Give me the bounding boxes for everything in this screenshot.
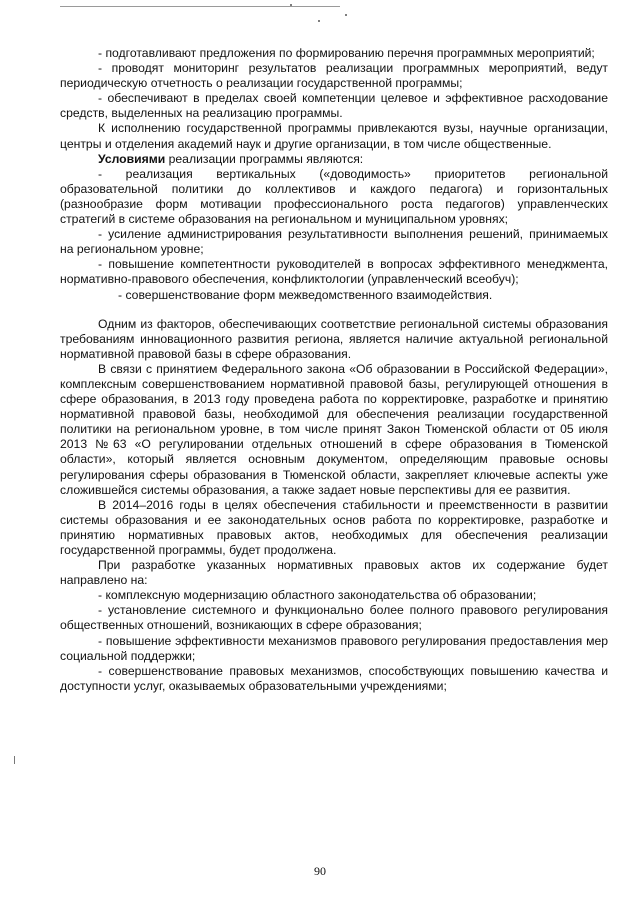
paragraph-9: Одним из факторов, обеспечивающих соответствие региональной системы образования требованиям инновационного развития региона, является наличие актуальной региональной нормативной правовой базы в сфере образования.: [60, 316, 608, 361]
paragraph-14: - установление системного и функционально более полного правового регулирования общественных отношений, возникающих в сфере образования;: [60, 603, 608, 633]
paragraph-1: - проводят мониторинг результатов реализации программных мероприятий, ведут периодическую отчетность о реализации государственной программы;: [60, 61, 608, 91]
conditions-text: реализации программы являются:: [165, 151, 364, 166]
paragraph-5: - реализация вертикальных («доводимость» приоритетов региональной образовательной политики до коллективов и каждого педагога) и горизонтальных (разнообразие форм мотивации профессионального роста педагогов) управленческих стратегий в системе образования на региональном и муниципальном уровнях;: [60, 166, 608, 227]
paragraph-12: При разработке указанных нормативных правовых актов их содержание будет направлено на:: [60, 558, 608, 588]
scan-speck: [318, 20, 320, 22]
paragraph-6: - усиление администрирования результативности выполнения решений, принимаемых на региональном уровне;: [60, 227, 608, 257]
paragraph-15: - повышение эффективности механизмов правового регулирования предоставления мер социальной поддержки;: [60, 633, 608, 663]
paragraph-10: В связи с принятием Федерального закона «Об образовании в Российской Федерации», комплексным совершенствованием нормативной правовой базы, регулирующей отношения в сфере образования, в 2013 году проведена работа по корректировке, разработке и принятию нормативной правовой базы, необходимой для обеспечения реализации государственной политики на региональном уровне, в том числе принят Закон Тюменской области от 05 июля 2013 №63 «О регулировании отдельных отношений в сфере образования в Тюменской области», который является основным документом, определяющим правовые основы регулирования сферы образования в Тюменской области, закрепляет ключевые аспекты уже сложившейся системы образования, а также задает новые перспективы для ее развития.: [60, 361, 608, 497]
paragraph-7: - повышение компетентности руководителей в вопросах эффективного менеджмента, нормативно-правового обеспечения, конфликтологии (управленческий всеобуч);: [60, 257, 608, 287]
paragraph-2: - обеспечивают в пределах своей компетенции целевое и эффективное расходование средств, выделенных на реализацию программы.: [60, 91, 608, 121]
page-number: 90: [314, 864, 326, 878]
scan-speck: [345, 14, 347, 16]
paragraph-11: В 2014–2016 годы в целях обеспечения стабильности и преемственности в развитии системы образования и ее законодательных основ работа по корректировке, разработке и принятию нормативных правовых актов, необходимых для обеспечения реализации государственной программы, будет продолжена.: [60, 497, 608, 557]
margin-mark: [14, 756, 15, 764]
conditions-heading: Условиями: [98, 151, 166, 166]
paragraph-4: [60, 152, 608, 167]
paragraph-3: К исполнению государственной программы привлекаются вузы, научные организации, центры и отделения академий наук и другие организации, в том числе общественные.: [60, 121, 608, 151]
paragraph-16: - совершенствование правовых механизмов, способствующих повышению качества и доступности услуг, оказываемых образовательными учреждениями;: [60, 663, 608, 693]
scan-artifact-line: [60, 6, 340, 7]
paragraph-0: - подготавливают предложения по формированию перечня программных мероприятий;: [98, 46, 595, 60]
paragraph-13: - комплексную модернизацию областного законодательства об образовании;: [98, 588, 537, 603]
scan-speck: [290, 4, 292, 6]
document-body: [60, 46, 608, 694]
paragraph-8: - совершенствование форм межведомственного взаимодействия.: [118, 287, 493, 302]
